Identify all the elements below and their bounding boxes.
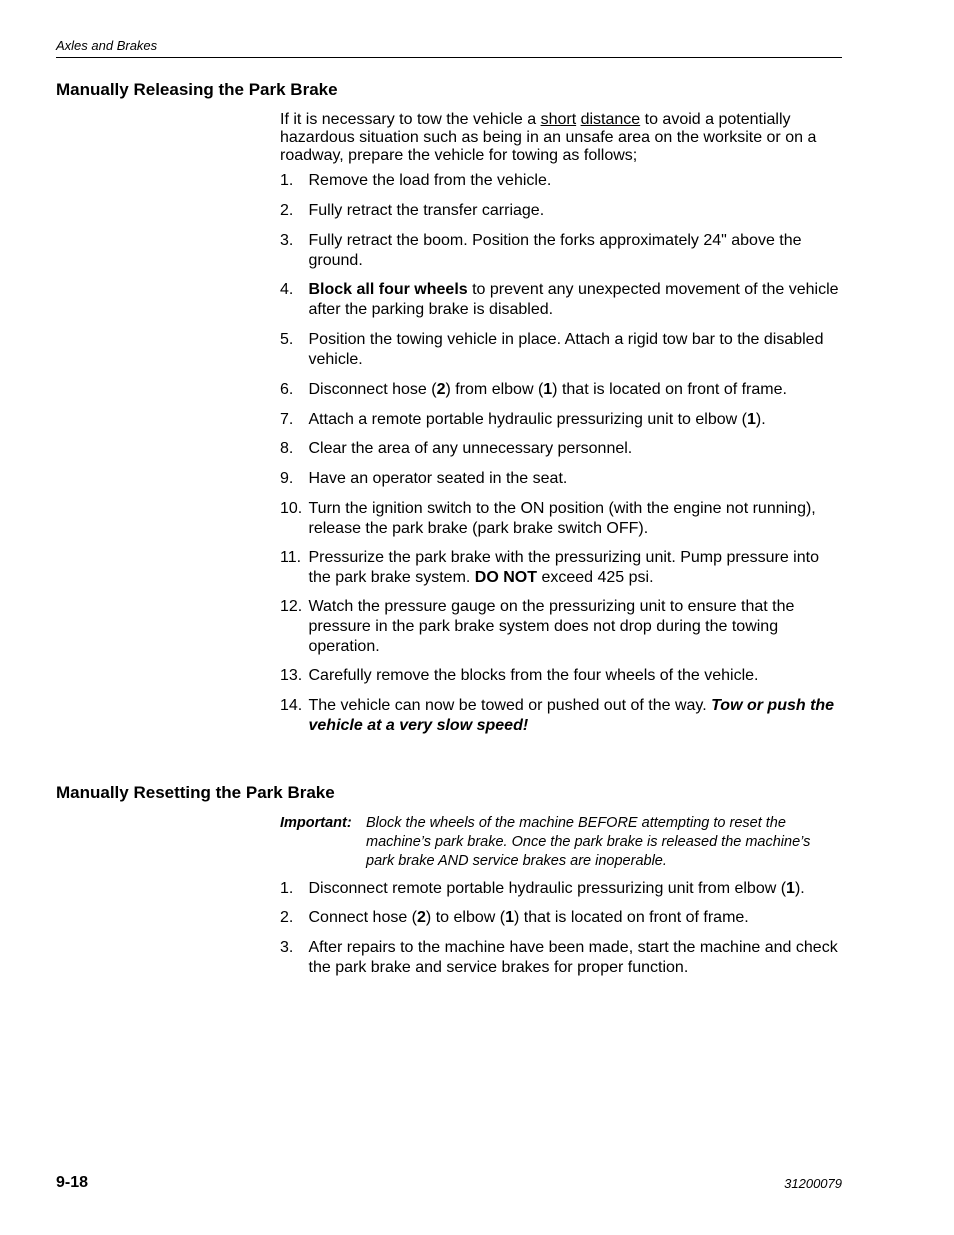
callout-number: 1: [746, 411, 756, 428]
step-number: 1.: [280, 880, 294, 897]
step-number: 9.: [280, 470, 294, 487]
intro-underline-distance: distance: [580, 111, 641, 128]
step-number: 6.: [280, 381, 294, 398]
step-number: 2.: [280, 202, 294, 219]
section-title-release: Manually Releasing the Park Brake: [56, 80, 338, 99]
step-number: 7.: [280, 411, 294, 428]
step-item: [280, 231, 842, 271]
step-text: Disconnect hose (: [308, 381, 437, 398]
page-number: 9-18: [56, 1174, 89, 1191]
step-text: Fully retract the transfer carriage.: [308, 202, 545, 219]
reset-steps-list: [280, 879, 842, 978]
callout-number: 1: [543, 381, 553, 398]
important-note: [280, 814, 842, 871]
step-text: Clear the area of any unnecessary personnel.: [308, 440, 633, 457]
running-header: Axles and Brakes: [56, 38, 158, 53]
release-steps-list: [280, 171, 842, 736]
step-text: Remove the load from the vehicle.: [308, 172, 552, 189]
step-item: [280, 696, 842, 736]
step-text: Connect hose (: [308, 909, 418, 926]
step-number: 11.: [280, 549, 302, 566]
step-bold-text: DO NOT: [474, 569, 538, 586]
important-label: Important:: [280, 815, 352, 831]
step-text: Disconnect remote portable hydraulic pressurizing unit from elbow (: [308, 880, 787, 897]
step-text: ) to elbow (: [425, 909, 506, 926]
step-number: 13.: [280, 667, 303, 684]
callout-number: 1: [505, 909, 514, 926]
step-text: Turn the ignition switch to the ON position (with the engine not running), release the park brake (park brake switch OFF).: [308, 500, 816, 537]
step-number: 12.: [280, 598, 303, 615]
step-number: 4.: [280, 281, 294, 298]
important-text: Block the wheels of the machine BEFORE attempting to reset the machine’s park brake. Once the park brake is released the machine’s park brake AND service brakes are inoperable.: [366, 815, 811, 869]
step-item: [280, 469, 842, 489]
step-item: [280, 410, 842, 430]
callout-number: 2: [417, 909, 426, 926]
step-text: ) that is located on front of frame.: [513, 909, 749, 926]
step-text: After repairs to the machine have been made, start the machine and check the park brake and service brakes for proper function.: [308, 939, 838, 976]
intro-before: If it is necessary to tow the vehicle a: [280, 111, 541, 128]
step-text: Fully retract the boom. Position the forks approximately 24" above the ground.: [308, 232, 802, 269]
step-number: 10.: [280, 500, 303, 517]
step-item: [280, 171, 842, 191]
step-item: [280, 908, 842, 928]
document-number: 31200079: [784, 1176, 842, 1191]
section-title-reset: Manually Resetting the Park Brake: [56, 783, 335, 802]
step-item: [280, 380, 842, 400]
step-number: 3.: [280, 939, 294, 956]
step-text: Pressurize the park brake with the pressurizing unit. Pump pressure into the park brake system.: [308, 549, 819, 586]
step-text: ).: [755, 411, 766, 428]
step-number: 5.: [280, 331, 294, 348]
step-item: [280, 666, 842, 686]
step-text: The vehicle can now be towed or pushed out of the way.: [308, 697, 712, 714]
step-number: 2.: [280, 909, 294, 926]
header-divider: [56, 57, 842, 58]
callout-number: 2: [436, 381, 446, 398]
step-item: [280, 499, 842, 539]
step-text: ).: [794, 880, 805, 897]
intro-underline-short: short: [540, 111, 577, 128]
step-number: 14.: [280, 697, 303, 714]
step-item: [280, 439, 842, 459]
step-text: Carefully remove the blocks from the four wheels of the vehicle.: [308, 667, 759, 684]
step-item: [280, 879, 842, 899]
step-item: [280, 597, 842, 657]
step-text: exceed 425 psi.: [537, 569, 654, 586]
step-number: 3.: [280, 232, 294, 249]
step-text: Position the towing vehicle in place. Attach a rigid tow bar to the disabled vehicle.: [308, 331, 824, 368]
step-item: [280, 201, 842, 221]
callout-number: 1: [786, 880, 795, 897]
step-text: Watch the pressure gauge on the pressurizing unit to ensure that the pressure in the park brake system does not drop during the towing operation.: [308, 598, 795, 655]
step-item: [280, 330, 842, 370]
intro-after: to avoid a potentially hazardous situation such as being in an unsafe area on the worksite or on a roadway, prepare the vehicle for towing as follows;: [280, 111, 817, 164]
step-item: [280, 280, 842, 320]
step-text: Have an operator seated in the seat.: [308, 470, 568, 487]
step-text: ) from elbow (: [445, 381, 544, 398]
step-number: 1.: [280, 172, 294, 189]
step-item: [280, 938, 842, 978]
step-bold-text: Block all four wheels: [308, 281, 468, 298]
step-text: ) that is located on front of frame.: [552, 381, 787, 398]
step-number: 8.: [280, 440, 294, 457]
step-warning-text: Tow or push the vehicle at a very slow speed!: [308, 697, 835, 734]
step-text: Attach a remote portable hydraulic pressurizing unit to elbow (: [308, 411, 747, 428]
release-intro: [280, 111, 842, 165]
step-text: to prevent any unexpected movement of the vehicle after the parking brake is disabled.: [308, 281, 839, 318]
step-item: [280, 548, 842, 588]
